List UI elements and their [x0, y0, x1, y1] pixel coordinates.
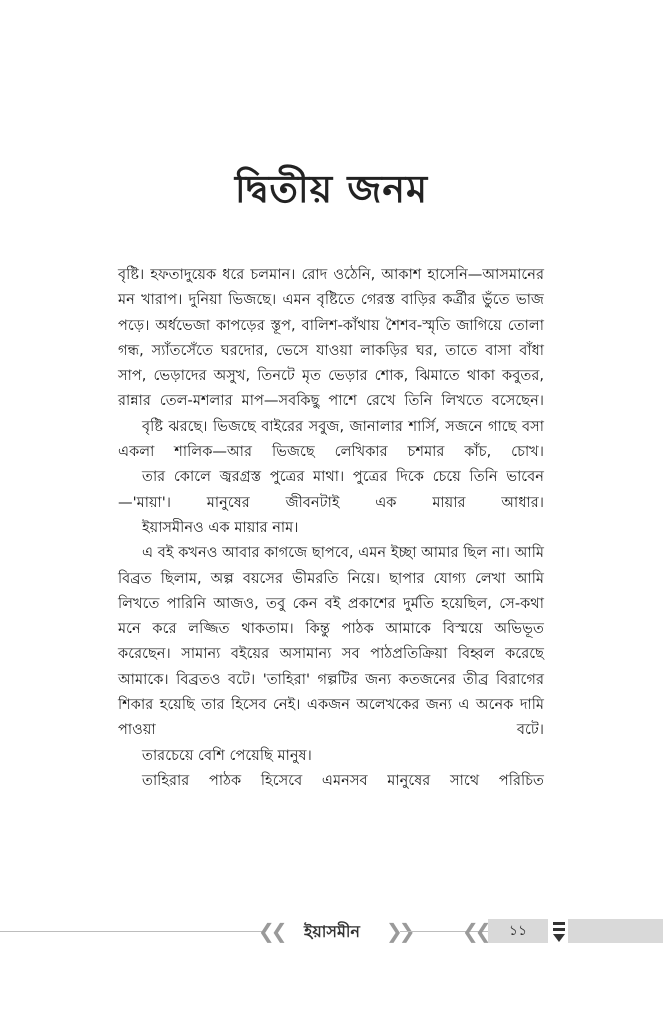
chapter-title: দ্বিতীয় জনম [234, 167, 429, 211]
chevron-left-ornament-icon: ❮❮ [258, 919, 284, 943]
paragraph: বৃষ্টি। হফতাদুয়েক ধরে চলমান। রোদ ওঠেনি, আকাশ হাসেনি—আসমানের মন খারাপ। দুনিয়া ভিজছে। এমন বৃষ্টিতে গেরস্ত বাড়ির কর্ত্রীর ভুঁতে ভাজ পড়ে। অর্ধভেজা কাপড়ের স্তূপ, বালিশ-কাঁথায় শৈশব-স্মৃতি জাগিয়ে তোলা গন্ধ, স্যাঁতসেঁতে ঘরদোর, ভেসে যাওয়া লাকড়ির ঘর, তাতে বাসা বাঁধা সাপ, ভেড়াদের অসুখ, তিনটে মৃত ভেড়ার শোক, ঝিমাতে থাকা কবুতর, রান্নার তেল-মশলার মাপ—সবকিছু পাশে রেখে তিনি লিখতে বসেছেন। [118, 266, 544, 410]
paragraph: তাহিরার পাঠক হিসেবে এমনসব মানুষের সাথে পরিচিত [142, 771, 544, 789]
page-marker-icon [552, 918, 566, 944]
paragraph: এ বই কখনও আবার কাগজে ছাপবে, এমন ইচ্ছা আমার ছিল না। আমি বিব্রত ছিলাম, অল্প বয়সের ভীমরতি নিয়ে। ছাপার যোগ্য লেখা আমি লিখতে পারিনি আজও, তবু কেন বই প্রকাশের দুর্মতি হয়েছিল, সে-কথা মনে করে লজ্জিত থাকতাম। কিন্তু পাঠক আমাকে বিস্ময়ে অভিভূত করেছেন। সামান্য বইয়ের অসামান্য সব পাঠপ্রতিক্রিয়া বিহ্বল করেছে আমাকে। বিব্রতও বটে। 'তাহিরা' গল্পটির জন্য কতজনের তীব্র বিরাগের শিকার হয়েছি তার হিসেব নেই। একজন অলেখকের জন্য এ অনেক দামি পাওয়া বটে। [118, 544, 544, 739]
paragraph: তারচেয়ে বেশি পেয়েছি মানুষ। [142, 746, 312, 764]
footer-gray-band [568, 919, 663, 943]
chevron-left-ornament-icon: ❮❮ [462, 919, 488, 943]
paragraph: তার কোলে জ্বরগ্রস্ত পুত্রের মাথা। পুত্রের দিকে চেয়ে তিনি ভাবেন—'মায়া'। মানুষের জীবনটাই এক মায়ার আধার। [118, 468, 544, 511]
paragraph: বৃষ্টি ঝরছে। ভিজছে বাইরের সবুজ, জানালার শার্সি, সজনে গাছে বসা একলা শালিক—আর ভিজছে লেখিকার চশমার কাঁচ, চোখ। [118, 417, 544, 461]
page-footer [0, 916, 663, 948]
footer-rule-left [0, 931, 262, 932]
chevron-right-ornament-icon: ❯❯ [386, 919, 412, 943]
chapter-body [118, 262, 544, 793]
page-number: ১১ [488, 919, 548, 943]
paragraph: ইয়াসমীনও এক মায়ার নাম। [142, 518, 299, 536]
footer-book-name: ইয়াসমীন [304, 922, 360, 941]
